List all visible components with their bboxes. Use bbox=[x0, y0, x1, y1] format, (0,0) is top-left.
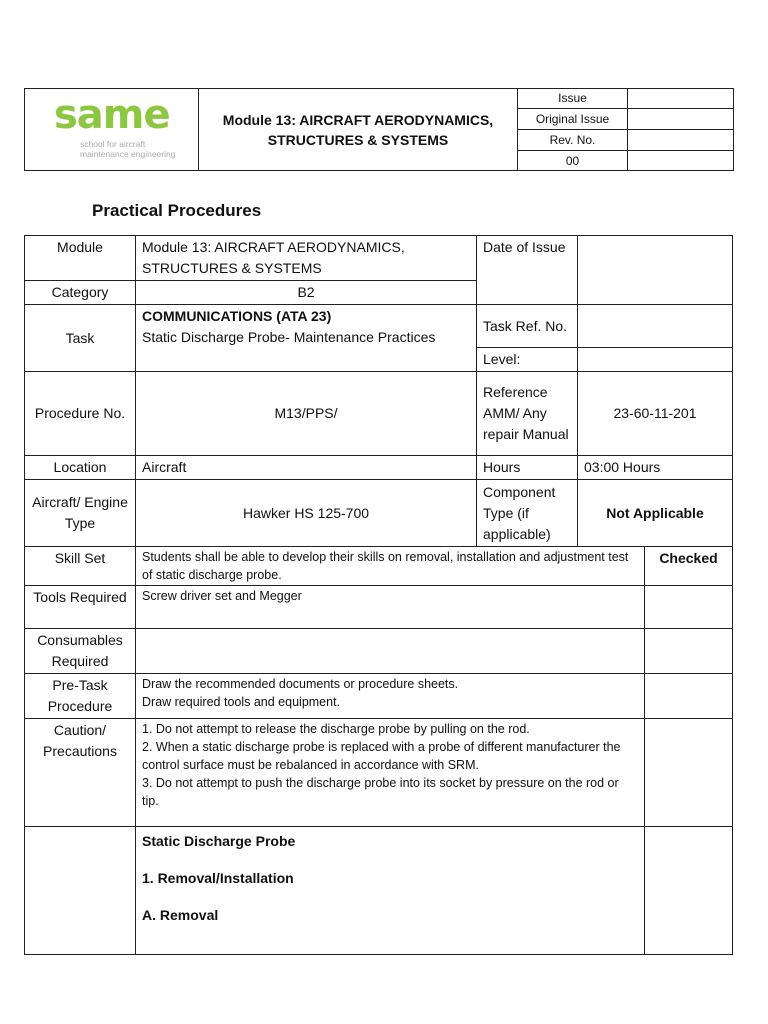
tools-checked bbox=[645, 586, 733, 629]
procedure-body-checked bbox=[645, 827, 733, 955]
task-heading: COMMUNICATIONS (ATA 23) bbox=[142, 308, 332, 324]
procedure-label: Procedure No. bbox=[25, 372, 136, 456]
level-value bbox=[578, 348, 733, 372]
tools-label: Tools Required bbox=[25, 586, 136, 629]
procedure-value: M13/PPS/ bbox=[136, 372, 477, 456]
module-label: Module bbox=[25, 236, 136, 281]
pretask-checked bbox=[645, 674, 733, 719]
procedure-body-title: Static Discharge Probe bbox=[142, 833, 296, 849]
procedure-table bbox=[24, 235, 733, 955]
logo-tagline: school for aircraft maintenance engineering bbox=[80, 139, 176, 159]
procedure-body-label bbox=[25, 827, 136, 955]
procedure-step-a: A. Removal bbox=[142, 907, 219, 923]
date-label: Date of Issue bbox=[477, 236, 578, 305]
logo-cell bbox=[24, 88, 199, 171]
tools-value: Screw driver set and Megger bbox=[136, 586, 645, 629]
pretask-value: Draw the recommended documents or procedure sheets. Draw required tools and equipment. bbox=[136, 674, 645, 719]
module-value: Module 13: AIRCRAFT AERODYNAMICS, STRUCTURES & SYSTEMS bbox=[136, 236, 477, 281]
procedure-step-1: 1. Removal/Installation bbox=[142, 870, 294, 886]
aircraft-value: Hawker HS 125-700 bbox=[136, 480, 477, 547]
consumables-value bbox=[136, 629, 645, 674]
hours-value: 03:00 Hours bbox=[578, 456, 733, 480]
rev-no-label: Rev. No. bbox=[517, 130, 627, 151]
rev-number-value bbox=[627, 151, 734, 171]
caution-value: 1. Do not attempt to release the discharge probe by pulling on the rod. 2. When a static discharge probe is replaced with a probe of different manufacturer the control surface must be rebalanced in accordance with SRM. 3. Do not attempt to push the discharge probe into its socket by pressure on the rod or tip. bbox=[136, 719, 645, 827]
category-value: B2 bbox=[136, 281, 477, 305]
hours-label: Hours bbox=[477, 456, 578, 480]
component-value: Not Applicable bbox=[578, 480, 733, 547]
original-issue-label: Original Issue bbox=[517, 109, 627, 130]
consumables-checked bbox=[645, 629, 733, 674]
category-label: Category bbox=[25, 281, 136, 305]
section-title: Practical Procedures bbox=[92, 201, 262, 220]
caution-checked bbox=[645, 719, 733, 827]
procedure-body bbox=[136, 827, 645, 955]
checked-label: Checked bbox=[645, 547, 733, 586]
reference-value: 23-60-11-201 bbox=[578, 372, 733, 456]
task-ref-label: Task Ref. No. bbox=[477, 305, 578, 348]
consumables-label: Consumables Required bbox=[25, 629, 136, 674]
rev-number: 00 bbox=[517, 151, 627, 171]
caution-label: Caution/ Precautions bbox=[25, 719, 136, 827]
task-description: Static Discharge Probe- Maintenance Practices bbox=[142, 329, 436, 345]
task-label: Task bbox=[25, 305, 136, 372]
issue-value bbox=[627, 88, 734, 109]
issue-label: Issue bbox=[517, 88, 627, 109]
location-value: Aircraft bbox=[136, 456, 477, 480]
task-value bbox=[136, 305, 477, 372]
skill-label: Skill Set bbox=[25, 547, 136, 586]
location-label: Location bbox=[25, 456, 136, 480]
rev-no-value bbox=[627, 130, 734, 151]
module-title: Module 13: AIRCRAFT AERODYNAMICS, STRUCTURES & SYSTEMS bbox=[222, 111, 494, 148]
task-ref-value bbox=[578, 305, 733, 348]
aircraft-label: Aircraft/ Engine Type bbox=[25, 480, 136, 547]
date-value bbox=[578, 236, 733, 305]
same-logo: same bbox=[54, 92, 170, 138]
component-label: Component Type (if applicable) bbox=[477, 480, 578, 547]
pretask-label: Pre-Task Procedure bbox=[25, 674, 136, 719]
skill-value: Students shall be able to develop their skills on removal, installation and adjustment test of static discharge probe. bbox=[136, 547, 645, 586]
reference-label: Reference AMM/ Any repair Manual bbox=[477, 372, 578, 456]
level-label: Level: bbox=[477, 348, 578, 372]
original-issue-value bbox=[627, 109, 734, 130]
